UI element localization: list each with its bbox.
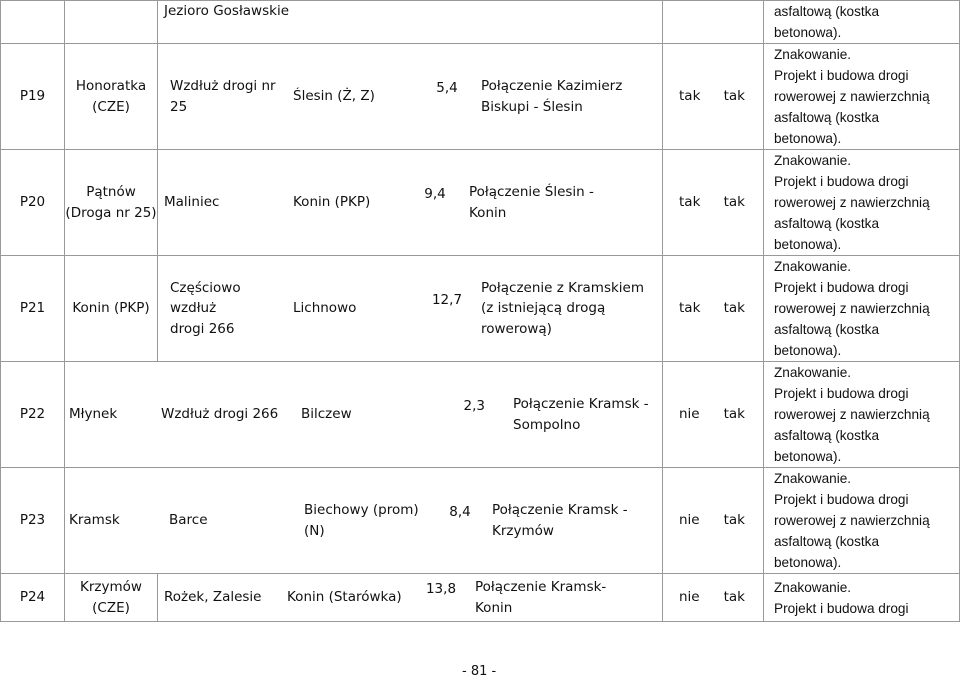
table-row bbox=[1, 468, 960, 574]
flag-cell bbox=[663, 256, 764, 362]
connection-line: Połączenie Ślesin - bbox=[469, 184, 594, 200]
scope-line: betonowa). bbox=[774, 237, 842, 252]
route-id: P22 bbox=[1, 362, 65, 468]
scope-line: asfaltową (kostka bbox=[774, 4, 880, 19]
scope-line: Projekt i budowa drogi bbox=[774, 492, 909, 507]
flag-cell bbox=[663, 150, 764, 256]
scope-line: betonowa). bbox=[774, 343, 842, 358]
start-cell bbox=[65, 256, 158, 362]
route-end: Bilczew bbox=[301, 406, 352, 423]
scope-line: Znakowanie. bbox=[774, 259, 852, 274]
route-id: P19 bbox=[1, 44, 65, 150]
scope-line: asfaltową (kostka bbox=[774, 428, 880, 443]
table-row bbox=[1, 362, 960, 468]
scope-line: rowerowej z nawierzchnią bbox=[774, 407, 930, 422]
scope-cell bbox=[764, 362, 960, 468]
start-line: Krzymów bbox=[80, 579, 142, 595]
scope-line: rowerowej z nawierzchnią bbox=[774, 89, 930, 104]
scope-line: asfaltową (kostka bbox=[774, 534, 880, 549]
table-row bbox=[1, 256, 960, 362]
scope-line: rowerowej z nawierzchnią bbox=[774, 513, 930, 528]
scope-line: asfaltową (kostka bbox=[774, 322, 880, 337]
start-line: (Droga nr 25) bbox=[65, 204, 157, 221]
route-span-cell bbox=[158, 256, 663, 362]
route-id: P20 bbox=[1, 150, 65, 256]
flag-cell bbox=[663, 44, 764, 150]
start-line: (CZE) bbox=[92, 599, 130, 616]
route-via: Maliniec bbox=[164, 194, 220, 211]
location-name: Jezioro Gosławskie bbox=[164, 3, 290, 19]
connection-line: Połączenie Kramsk - bbox=[513, 396, 649, 412]
scope-line: Znakowanie. bbox=[774, 153, 852, 168]
flag-2: tak bbox=[723, 88, 745, 105]
route-span-cell bbox=[158, 44, 663, 150]
route-via: Wzdłuż drogi nr 25 bbox=[170, 78, 276, 115]
connection-line: Krzymów bbox=[492, 522, 554, 539]
start-cell bbox=[65, 574, 158, 622]
route-id: P21 bbox=[1, 256, 65, 362]
start-line: Honoratka bbox=[75, 78, 147, 94]
table-row bbox=[1, 574, 960, 622]
route-length: 9,4 bbox=[424, 186, 446, 203]
route-end-line: (N) bbox=[304, 522, 325, 539]
start-cell bbox=[65, 150, 158, 256]
route-end: Konin (PKP) bbox=[293, 194, 371, 211]
flag-2: tak bbox=[723, 194, 745, 211]
page-number: - 81 - bbox=[462, 664, 497, 679]
scope-cell bbox=[764, 256, 960, 362]
connection-line: Połączenie Kramsk- bbox=[475, 579, 607, 595]
connection-line: rowerową) bbox=[481, 320, 552, 337]
scope-line: rowerowej z nawierzchnią bbox=[774, 195, 930, 210]
table-cell bbox=[663, 1, 764, 44]
flag-1: nie bbox=[679, 512, 700, 529]
connection-line: Połączenie Kramsk - bbox=[492, 502, 628, 518]
route-length: 13,8 bbox=[425, 581, 457, 598]
scope-line: Znakowanie. bbox=[774, 579, 852, 595]
scope-line: betonowa). bbox=[774, 449, 842, 464]
connection-line: Połączenie z Kramskiem bbox=[481, 279, 645, 296]
scope-line: Projekt i budowa drogi bbox=[774, 280, 909, 295]
connection-line: Biskupi - Ślesin bbox=[481, 98, 583, 115]
scope-cell bbox=[764, 468, 960, 574]
route-via-line: Częściowo wzdłuż bbox=[170, 279, 241, 317]
table-row bbox=[1, 1, 960, 44]
scope-line: Znakowanie. bbox=[774, 471, 852, 486]
connection-line: Połączenie Kazimierz bbox=[481, 78, 623, 94]
scope-line: betonowa). bbox=[774, 25, 842, 40]
flag-1: nie bbox=[679, 406, 700, 423]
scope-line: Znakowanie. bbox=[774, 365, 852, 380]
route-via: Wzdłuż drogi 266 bbox=[161, 406, 279, 423]
scope-line: rowerowej z nawierzchnią bbox=[774, 301, 930, 316]
scope-cell bbox=[764, 44, 960, 150]
scope-line: Projekt i budowa drogi bbox=[774, 68, 909, 83]
route-length: 12,7 bbox=[431, 292, 463, 309]
route-end-line: Biechowy (prom) bbox=[304, 502, 419, 518]
table-cell bbox=[1, 1, 65, 44]
location-cell bbox=[158, 1, 663, 44]
connection-line: Konin bbox=[475, 599, 513, 616]
flag-2: tak bbox=[723, 406, 745, 423]
table-cell bbox=[65, 1, 158, 44]
flag-2: tak bbox=[723, 300, 745, 317]
scope-line: betonowa). bbox=[774, 131, 842, 146]
connection-line: (z istniejącą drogą bbox=[481, 300, 606, 317]
route-id: P23 bbox=[1, 468, 65, 574]
flag-1: tak bbox=[679, 88, 701, 105]
flag-cell bbox=[663, 468, 764, 574]
scope-line: Projekt i budowa drogi bbox=[774, 386, 909, 401]
scope-line: Projekt i budowa drogi bbox=[774, 174, 909, 189]
route-length: 2,3 bbox=[463, 398, 485, 415]
route-via-line: drogi 266 bbox=[170, 320, 235, 337]
start-line: Konin (PKP) bbox=[72, 300, 150, 317]
route-length: 5,4 bbox=[436, 80, 458, 97]
flag-1: tak bbox=[679, 300, 701, 317]
connection-line: Konin bbox=[469, 204, 507, 221]
start-line: Pątnów bbox=[86, 184, 136, 200]
scope-line: betonowa). bbox=[774, 555, 842, 570]
scope-line: asfaltową (kostka bbox=[774, 110, 880, 125]
flag-cell bbox=[663, 362, 764, 468]
table-row bbox=[1, 44, 960, 150]
flag-2: tak bbox=[723, 589, 745, 606]
scope-cell bbox=[764, 150, 960, 256]
route-end: Lichnowo bbox=[293, 300, 357, 317]
scope-line: asfaltową (kostka bbox=[774, 216, 880, 231]
scope-line: Projekt i budowa drogi bbox=[774, 600, 909, 616]
route-via: Barce bbox=[169, 512, 208, 529]
route-span-cell bbox=[158, 574, 663, 622]
flag-2: tak bbox=[723, 512, 745, 529]
route-id: P24 bbox=[1, 574, 65, 622]
route-end: Konin (Starówka) bbox=[287, 589, 402, 606]
route-span-cell bbox=[65, 468, 663, 574]
table-row bbox=[1, 150, 960, 256]
route-span-cell bbox=[158, 150, 663, 256]
start-cell bbox=[65, 44, 158, 150]
route-span-cell bbox=[65, 362, 663, 468]
route-end: Ślesin (Ż, Z) bbox=[293, 88, 375, 105]
flag-cell bbox=[663, 574, 764, 622]
connection-line: Sompolno bbox=[513, 416, 581, 433]
route-length: 8,4 bbox=[449, 504, 471, 521]
route-start: Młynek bbox=[69, 406, 118, 423]
scope-cell bbox=[764, 1, 960, 44]
scope-cell bbox=[764, 574, 960, 622]
flag-1: nie bbox=[679, 589, 700, 606]
start-line: (CZE) bbox=[92, 98, 130, 115]
flag-1: tak bbox=[679, 194, 701, 211]
scope-line: Znakowanie. bbox=[774, 47, 852, 62]
route-start: Kramsk bbox=[69, 512, 120, 529]
route-via: Rożek, Zalesie bbox=[164, 589, 262, 606]
